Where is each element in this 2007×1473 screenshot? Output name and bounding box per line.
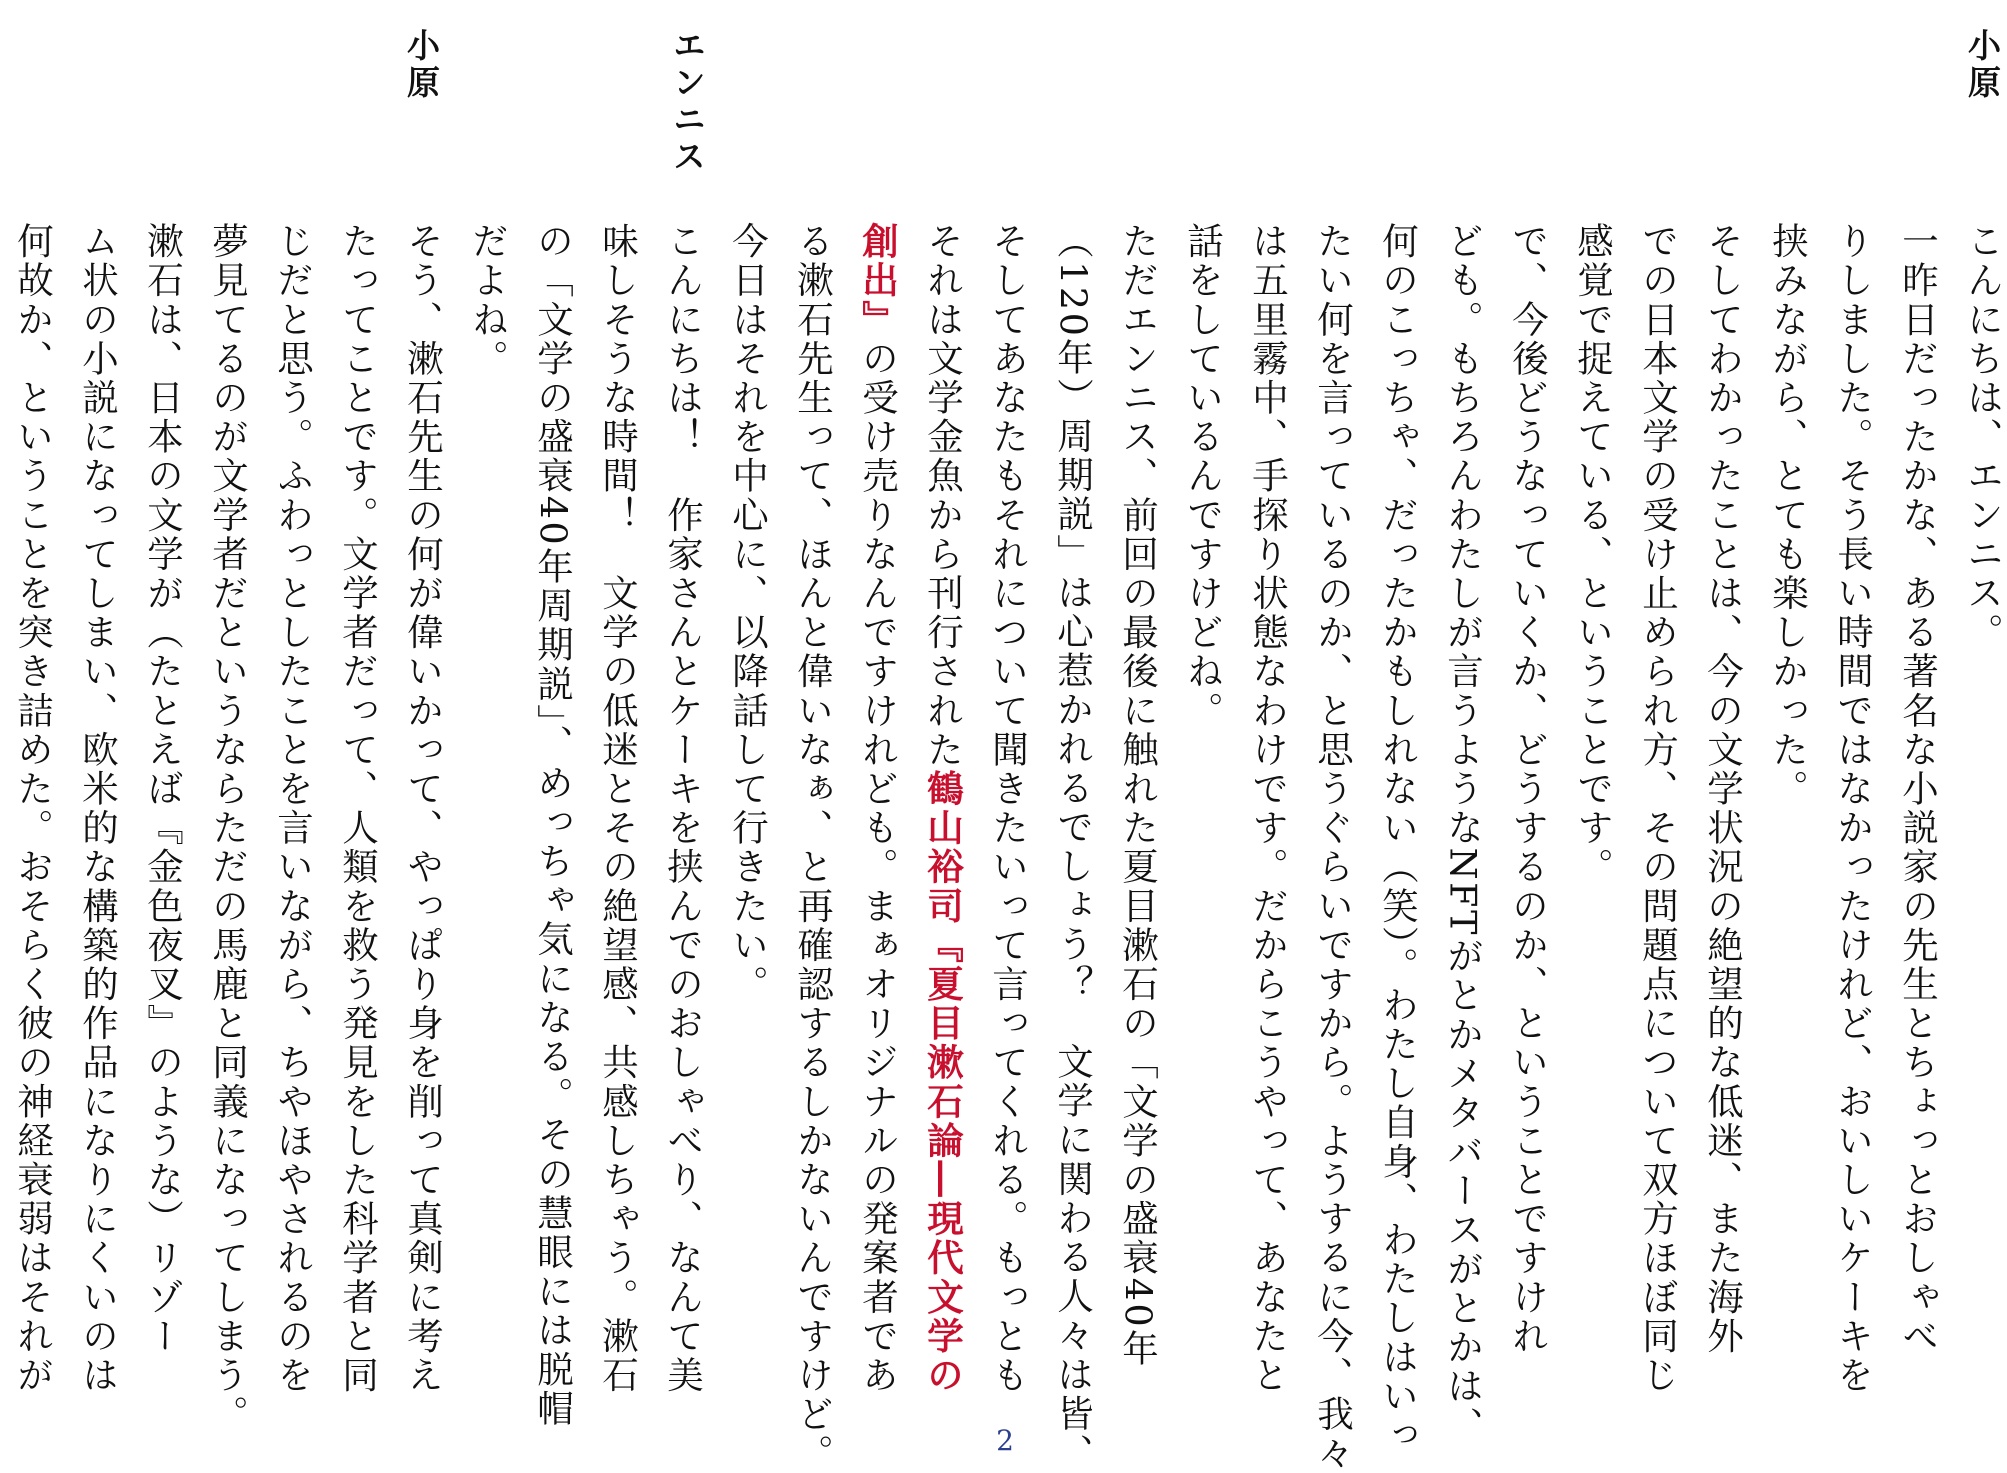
speaker-label-ennis: エンニス [668, 28, 707, 176]
text-line: りしました。そう長い時間ではなかったけれど、おいしいケーキを [1831, 222, 1875, 1395]
text-line [845, 222, 911, 1432]
text-line: （120年）周期説」は心惹かれるでしょう？ 文学に関わる人々は皆、 [1051, 222, 1095, 1473]
text-line: 何故か、ということを突き詰めた。おそらく彼の神経衰弱はそれが [11, 222, 55, 1395]
text-line: 感覚で捉えている、ということです。 [1571, 222, 1615, 887]
text-line: ただエンニス、前回の最後に触れた夏目漱石の「文学の盛衰40年 [1116, 222, 1160, 1369]
text-line: じだと思う。ふわっとしたことを言いながら、ちやほやされるのを [271, 222, 315, 1395]
text-line: 漱石は、日本の文学が（たとえば『金色夜叉』のような）リゾー [141, 222, 185, 1356]
book-title-highlight: 創出』 [856, 222, 900, 340]
text-line: たい何を言っているのか、と思うぐらいですから。ようするに今、我々 [1311, 222, 1355, 1473]
text-line: こんにちは！ 作家さんとケーキを挟んでのおしゃべり、なんて美 [661, 222, 705, 1395]
text-line: で、今後どうなっていくか、どうするのか、ということですけれ [1506, 222, 1550, 1356]
text-line: こんにちは、エンニス。 [1961, 222, 2005, 653]
text-line: たってことです。文学者だって、人類を救う発見をした科学者と同 [336, 222, 380, 1395]
text-line: 挟みながら、とても楽しかった。 [1766, 222, 1810, 809]
text-line: 何のこっちゃ、だったかもしれない（笑）。わたし自身、わたしはいっ [1376, 222, 1420, 1455]
text-line: 話をしているんですけどね。 [1181, 222, 1225, 731]
text-line: る漱石先生って、ほんと偉いなぁ、と再確認するしかないんですけど。 [791, 222, 835, 1473]
text-line: 今日はそれを中心に、以降話して行きたい。 [726, 222, 770, 1004]
text-line: ども。もちろんわたしが言うようなNFTがとかメタバースがとかは、 [1441, 222, 1485, 1446]
text-line: 夢見てるのが文学者だというならただの馬鹿と同義になってしまう。 [206, 222, 250, 1435]
book-title-highlight: 鶴山裕司『夏目漱石論―現代文学の [921, 769, 965, 1396]
text-segment: それは文学金魚から刊行された [921, 222, 965, 770]
text-line: そしてわかったことは、今の文学状況の絶望的な低迷、また海外 [1701, 222, 1745, 1356]
text-line: だよね。 [466, 222, 510, 379]
text-line: 一昨日だったかな、ある著名な小説家の先生とちょっとおしゃべ [1896, 222, 1940, 1356]
page-number: 2 [996, 1424, 1014, 1457]
text-line: 味しそうな時間！ 文学の低迷とその絶望感、共感しちゃう。漱石 [596, 222, 640, 1395]
text-line: は五里霧中、手探り状態なわけです。だからこうやって、あなたと [1246, 222, 1290, 1395]
speaker-label-ohara-second: 小原 [402, 28, 441, 102]
text-line: での日本文学の受け止められ方、その問題点について双方ほぼ同じ [1636, 222, 1680, 1395]
speaker-label-ohara: 小原 [1963, 28, 2002, 102]
text-line: の「文学の盛衰40年周期説」、めっちゃ気になる。その慧眼には脱帽 [531, 222, 575, 1429]
text-segment: の受け売りなんですけれども。まぁオリジナルの発案者であ [856, 339, 900, 1396]
text-line: そしてあなたもそれについて聞きたいって言ってくれる。もっとも [986, 222, 1030, 1395]
text-line: そう、漱石先生の何が偉いかって、やっぱり身を削って真剣に考え [401, 222, 445, 1395]
text-line [910, 222, 976, 1432]
text-line: ム状の小説になってしまい、欧米的な構築的作品になりにくいのは [76, 222, 120, 1395]
